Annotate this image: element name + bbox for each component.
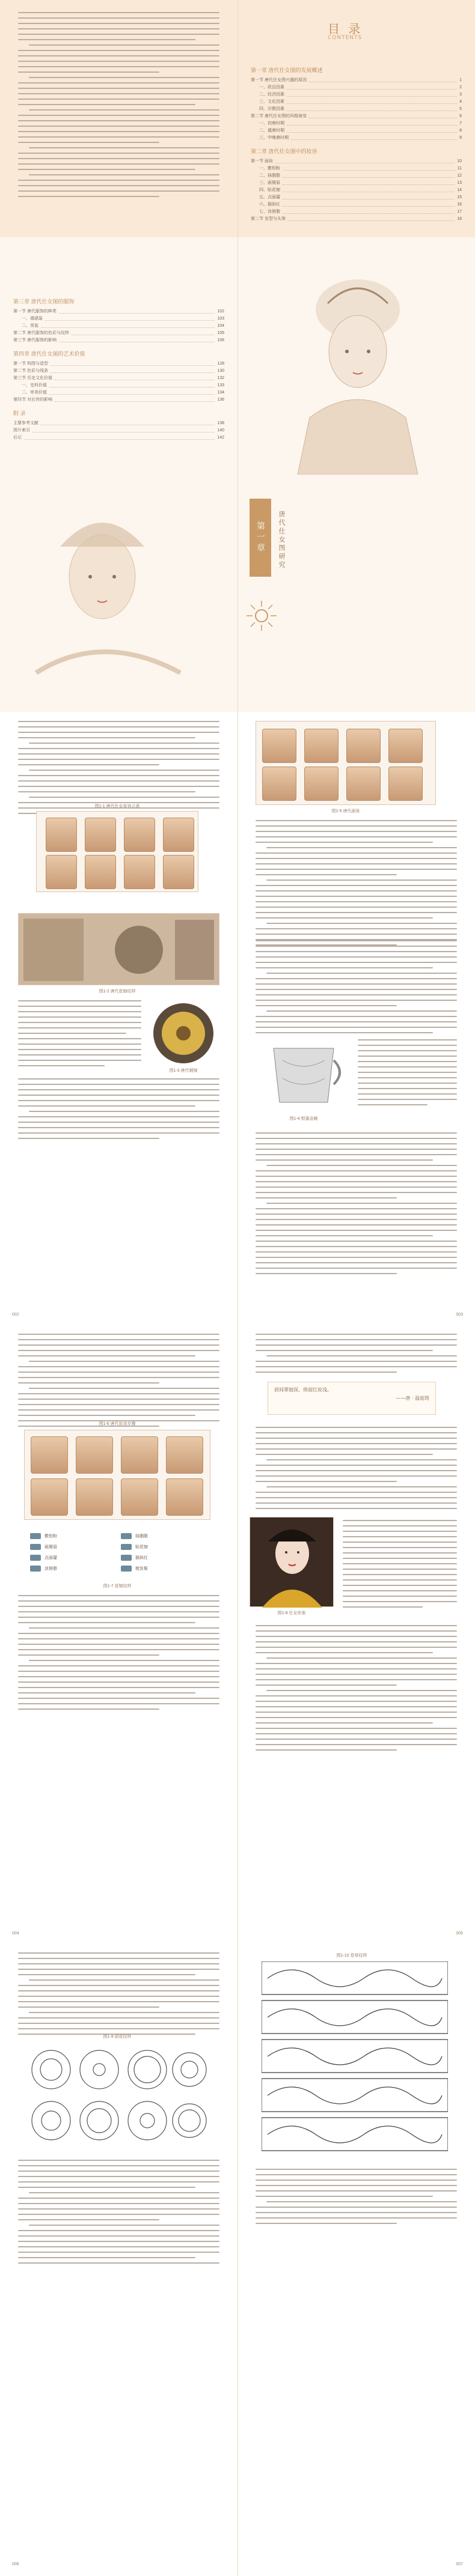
toc-leader-dots — [51, 362, 215, 366]
toc-entry-label: 二、抹胭脂 — [259, 174, 280, 178]
figure-portrait-grid — [36, 811, 198, 892]
toc-entry-page: 15 — [457, 195, 462, 199]
figure-caption: 图1-6 唐代妆容步骤 — [99, 1422, 136, 1426]
body-text — [343, 1520, 457, 1612]
toc-entry-page: 130 — [217, 368, 224, 373]
chapter-title: 唐代仕女图研究 — [278, 511, 286, 570]
toc-entry-label: 第二节 唐代仕女图的风格演变 — [251, 114, 307, 118]
toc-entry[interactable] — [251, 98, 462, 105]
toc-entry[interactable] — [251, 76, 462, 84]
legend-swatch-icon — [30, 1533, 41, 1539]
toc-entry[interactable] — [13, 367, 224, 374]
sun-ornament-icon — [244, 598, 280, 634]
legend-item — [121, 1532, 204, 1540]
toc-entry[interactable] — [13, 360, 224, 367]
toc-entry-label: 三、画黛眉 — [259, 181, 280, 185]
toc-entry-label: 第二节 发型与头饰 — [251, 217, 286, 221]
toc-entry-label: 第一节 面妆 — [251, 159, 273, 163]
toc-entry[interactable] — [251, 201, 462, 208]
page-content-4b — [238, 712, 475, 1325]
toc-entry-page: 5 — [459, 106, 462, 111]
figure-makeup-steps — [256, 721, 436, 805]
toc-leader-dots — [275, 159, 455, 163]
toc-leader-dots — [59, 338, 215, 342]
rosette-patterns-figure — [24, 2043, 210, 2151]
toc-leader-dots — [49, 390, 215, 395]
toc-leader-dots — [287, 121, 457, 126]
toc-entry-page: 104 — [217, 323, 224, 328]
toc-entry-page: 102 — [217, 309, 224, 314]
toc-leader-dots — [287, 93, 457, 97]
legend-label: 描斜红 — [135, 1556, 148, 1560]
toc-entry-page: 106 — [217, 338, 224, 342]
toc-section-heading[interactable]: 第二章 唐代仕女图中的妆容 — [251, 148, 317, 154]
page-number: 007 — [456, 2562, 463, 2566]
toc-leader-dots — [55, 398, 215, 402]
body-text — [256, 1427, 457, 1513]
toc-leader-dots — [32, 428, 215, 433]
toc-entry[interactable] — [13, 329, 224, 336]
toc-entry[interactable] — [13, 427, 224, 434]
toc-entry-page: 136 — [217, 397, 224, 402]
body-text — [18, 1952, 219, 2039]
toc-entry[interactable] — [251, 186, 462, 193]
page-chapter-left — [0, 475, 238, 712]
toc-entry-page: 8 — [459, 128, 462, 133]
legend-item — [30, 1532, 114, 1540]
legend-swatch-icon — [121, 1555, 132, 1561]
toc-entry-page: 18 — [457, 216, 462, 221]
page-toc-2 — [0, 237, 238, 475]
toc-entry-page: 13 — [457, 180, 462, 185]
poem-quote — [268, 1382, 436, 1415]
lady-face-illustration — [0, 475, 238, 712]
legend-item — [121, 1564, 204, 1573]
toc-entry-page: 142 — [217, 435, 224, 440]
legend-label: 梳发髻 — [135, 1567, 148, 1571]
toc-entry[interactable] — [13, 434, 224, 441]
toc-entry[interactable] — [251, 105, 462, 112]
spread-6 — [0, 1943, 475, 2576]
body-text — [256, 1625, 457, 1755]
toc-list-right — [251, 60, 462, 222]
toc-entry-label: 第一节 构图与造型 — [13, 362, 48, 366]
quote-author: ——唐 · 温庭筠 — [396, 1396, 429, 1401]
page-number: 005 — [456, 1931, 463, 1936]
toc-entry-page: 1 — [459, 77, 462, 82]
figure-caption: 图1-5 唐代面妆 — [331, 809, 360, 813]
legend-label: 涂唇脂 — [44, 1567, 57, 1571]
toc-entry[interactable] — [251, 84, 462, 91]
toc-entry-page: 12 — [457, 173, 462, 178]
toc-entry-label: 第二节 唐代服饰的色彩与纹样 — [13, 331, 69, 335]
toc-leader-dots — [287, 85, 457, 90]
toc-entry-page: 2 — [459, 85, 462, 90]
toc-entry[interactable] — [251, 112, 462, 120]
toc-leader-dots — [283, 166, 455, 171]
body-text — [18, 1334, 219, 1431]
toc-entry[interactable] — [13, 396, 224, 403]
body-text — [256, 1334, 457, 1377]
figure-relief-photo — [18, 913, 219, 985]
toc-entry-label: 一、敷铅粉 — [259, 166, 280, 171]
toc-entry[interactable] — [251, 193, 462, 201]
toc-entry-label: 第二节 色彩与线条 — [13, 369, 48, 373]
toc-leader-dots — [41, 421, 215, 425]
legend-label: 画黛眉 — [44, 1545, 57, 1549]
toc-entry-page: 16 — [457, 202, 462, 207]
page-preface — [0, 0, 238, 237]
toc-entry-page: 133 — [217, 383, 224, 387]
toc-entry-label: 一、史料价值 — [22, 383, 47, 387]
page-content-6a — [0, 1943, 238, 2576]
toc-entry[interactable] — [13, 308, 224, 315]
toc-section-heading[interactable]: 第三章 唐代仕女图的服饰 — [13, 299, 75, 305]
page-number: 002 — [12, 1313, 19, 1317]
toc-entry[interactable] — [13, 389, 224, 396]
toc-entry-label: 二、男装 — [22, 324, 38, 328]
page-content-5a — [0, 1325, 238, 1943]
legend-swatch-icon — [30, 1544, 41, 1550]
toc-leader-dots — [287, 100, 457, 104]
toc-leader-dots — [283, 195, 455, 199]
figure-lady-photo — [250, 1517, 334, 1607]
toc-leader-dots — [55, 376, 215, 380]
toc-entry-label: 第三节 唐代服饰的影响 — [13, 338, 57, 342]
toc-entry-page: 140 — [217, 428, 224, 433]
toc-entry-page: 14 — [457, 187, 462, 192]
spread-3 — [0, 475, 475, 712]
toc-leader-dots — [291, 136, 457, 140]
toc-entry[interactable] — [251, 127, 462, 134]
toc-entry-page: 10 — [457, 159, 462, 163]
legend-item — [121, 1543, 204, 1551]
figure-caption: 图1-9 团花纹样 — [103, 2035, 132, 2039]
legend-swatch-icon — [30, 1566, 41, 1572]
toc-entry-label: 第一节 唐代仕女图兴盛的原因 — [251, 78, 307, 82]
toc-entry-label: 主要参考文献 — [13, 421, 38, 425]
legend-item — [121, 1554, 204, 1562]
spread-5 — [0, 1325, 475, 1943]
figure-makeup-grid — [24, 1430, 210, 1520]
toc-title: 目 录 — [328, 22, 363, 36]
toc-entry-page: 132 — [217, 375, 224, 380]
toc-entry[interactable] — [251, 172, 462, 179]
toc-entry-page: 105 — [217, 330, 224, 335]
toc-entry-page: 4 — [459, 99, 462, 104]
toc-section-heading[interactable]: 附 录 — [13, 410, 26, 416]
toc-entry[interactable] — [13, 322, 224, 329]
toc-entry-page: 3 — [459, 92, 462, 97]
toc-leader-dots — [283, 181, 455, 185]
figure-caption: 图1-7 花钿纹样 — [103, 1584, 132, 1588]
toc-entry[interactable] — [251, 208, 462, 215]
toc-entry-page: 7 — [459, 121, 462, 126]
toc-entry[interactable] — [251, 165, 462, 172]
toc-entry-page: 11 — [457, 166, 462, 171]
toc-entry[interactable] — [251, 215, 462, 222]
legend-label: 贴花钿 — [135, 1545, 148, 1549]
toc-leader-dots — [49, 383, 215, 387]
toc-entry-label: 后记 — [13, 436, 22, 440]
body-text — [256, 2169, 457, 2228]
toc-entry-label: 七、涂唇脂 — [259, 210, 280, 214]
page-content-6b — [238, 1943, 475, 2576]
toc-entry-page: 6 — [459, 114, 462, 118]
figure-caption: 图1-1 唐代仕女妆容示意 — [94, 804, 140, 809]
body-text — [18, 1078, 219, 1143]
toc-entry[interactable] — [251, 157, 462, 165]
toc-entry-page: 138 — [217, 421, 224, 425]
toc-entry[interactable] — [251, 134, 462, 141]
page-number: 003 — [456, 1313, 463, 1317]
legend-swatch-icon — [121, 1544, 132, 1550]
figure-caption: 图1-3 唐代铜镜 — [169, 1069, 198, 1073]
chapter-label: 第一章 — [250, 499, 271, 577]
body-text — [18, 1595, 219, 1714]
body-text — [358, 1039, 457, 1110]
toc-entry-label: 二、经济因素 — [259, 93, 284, 97]
figure-caption: 图1-4 银鎏金碗 — [289, 1117, 318, 1121]
toc-entry[interactable] — [251, 179, 462, 186]
toc-entry-label: 一、政治因素 — [259, 85, 284, 90]
toc-entry-label: 四、贴花钿 — [259, 188, 280, 192]
toc-entry-label: 一、襦裙装 — [22, 317, 43, 321]
figure-caption: 图1-8 仕女形象 — [277, 1611, 306, 1615]
body-text — [18, 12, 219, 201]
page-content-5b — [238, 1325, 475, 1943]
page-illustration-lady — [238, 237, 475, 475]
page-number: 006 — [12, 2562, 19, 2566]
toc-entry-page: 128 — [217, 361, 224, 366]
toc-entry-label: 二、盛唐时期 — [259, 129, 284, 133]
toc-entry-label: 图片索引 — [13, 428, 30, 433]
figure-caption: 图1-2 唐代花钿纹样 — [99, 989, 136, 994]
toc-entry-label: 第一节 唐代服饰的种类 — [13, 309, 57, 314]
toc-leader-dots — [59, 309, 215, 314]
toc-list-left — [13, 291, 224, 441]
toc-leader-dots — [309, 114, 457, 118]
toc-leader-dots — [283, 202, 455, 207]
toc-entry[interactable] — [13, 315, 224, 322]
lady-illustration — [238, 237, 475, 475]
toc-entry-label: 第三节 历史文化价值 — [13, 376, 52, 380]
toc-leader-dots — [283, 174, 455, 178]
legend-swatch-icon — [121, 1566, 132, 1572]
toc-leader-dots — [41, 324, 215, 328]
toc-entry-label: 四、宗教因素 — [259, 107, 284, 111]
toc-entry-page: 9 — [459, 135, 462, 140]
body-text — [256, 820, 457, 950]
toc-subtitle: CONTENTS — [328, 35, 363, 41]
toc-entry-label: 二、审美价值 — [22, 390, 47, 395]
body-text — [256, 940, 457, 1037]
toc-leader-dots — [283, 210, 455, 214]
figure-caption: 图1-10 卷草纹样 — [336, 1954, 367, 1958]
page-toc-1 — [238, 0, 475, 237]
toc-entry-label: 五、点面靥 — [259, 195, 280, 199]
toc-entry-label: 第四节 对后世的影响 — [13, 398, 52, 402]
toc-leader-dots — [287, 107, 457, 111]
toc-entry[interactable] — [13, 419, 224, 427]
toc-entry[interactable] — [251, 91, 462, 98]
legend-label: 敷铅粉 — [44, 1534, 57, 1539]
legend-item — [30, 1564, 114, 1573]
toc-section-heading[interactable]: 第四章 唐代仕女图的艺术价值 — [13, 351, 85, 357]
makeup-legend — [30, 1532, 204, 1573]
toc-entry-label: 三、文化因素 — [259, 100, 284, 104]
toc-entry[interactable] — [13, 374, 224, 381]
page-chapter-right — [238, 475, 475, 712]
toc-entry[interactable] — [251, 120, 462, 127]
page-number: 004 — [12, 1931, 19, 1936]
legend-swatch-icon — [121, 1533, 132, 1539]
page-content-4a — [0, 712, 238, 1325]
toc-leader-dots — [72, 331, 215, 335]
spread-1 — [0, 0, 475, 237]
legend-swatch-icon — [30, 1555, 41, 1561]
toc-entry-label: 三、中晚唐时期 — [259, 136, 289, 140]
toc-entry-page: 103 — [217, 316, 224, 321]
toc-entry-label: 六、描斜红 — [259, 202, 280, 207]
silver-bowl-figure — [262, 1036, 346, 1114]
toc-leader-dots — [45, 317, 215, 321]
toc-leader-dots — [24, 436, 215, 440]
toc-entry[interactable] — [13, 336, 224, 344]
legend-label: 抹胭脂 — [135, 1534, 148, 1539]
legend-item — [30, 1554, 114, 1562]
toc-leader-dots — [288, 217, 455, 221]
toc-entry-label: 一、初唐时期 — [259, 121, 284, 126]
quote-line: 眉间翠钿深，倚面红妆浅。 — [274, 1387, 332, 1393]
toc-section-heading[interactable]: 第一章 唐代仕女图的发展概述 — [251, 67, 323, 73]
legend-label: 点面靥 — [44, 1556, 57, 1560]
spread-2 — [0, 237, 475, 475]
toc-entry[interactable] — [13, 381, 224, 389]
bronze-mirror-figure — [147, 1000, 219, 1066]
spread-4 — [0, 712, 475, 1325]
toc-leader-dots — [309, 78, 457, 82]
body-text — [18, 2160, 219, 2268]
toc-leader-dots — [51, 369, 215, 373]
toc-leader-dots — [287, 129, 457, 133]
body-text — [256, 1132, 457, 1278]
scroll-patterns-figure — [262, 1961, 448, 2160]
toc-entry-page: 134 — [217, 390, 224, 395]
body-text — [18, 1000, 141, 1071]
legend-item — [30, 1543, 114, 1551]
toc-leader-dots — [283, 188, 455, 192]
toc-entry-page: 17 — [457, 209, 462, 214]
